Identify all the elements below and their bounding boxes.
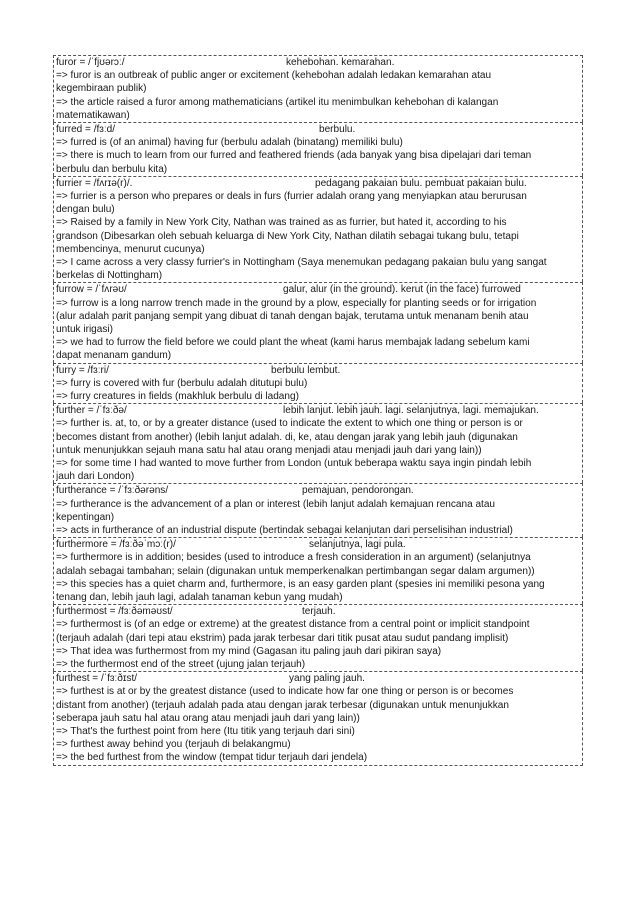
entry-header <box>56 283 580 296</box>
dictionary-page <box>53 55 583 766</box>
headword: furthermore = /fɜːðəˈmɔː(r)/ <box>56 539 176 551</box>
example-line: berkelas di Nottingham) <box>56 270 163 282</box>
headword: furred = /fɜːd/ <box>56 124 116 135</box>
example-line: kegembiraan publik) <box>56 83 147 95</box>
example-line: => furrier is a person who prepares or deals in furs (furrier adalah orang yang menyiapkan atau berurusan <box>56 190 527 202</box>
entry-further <box>53 403 583 483</box>
example-line: => furtherance is the advancement of a plan or interest (lebih lanjut adalah kemajuan rencana atau <box>56 498 495 510</box>
entry-header <box>56 364 580 377</box>
example-line: tenang dan, lebih jauh lagi, adalah tanaman kebun yang mudah) <box>56 592 343 603</box>
example-line: => furred is (of an animal) having fur (berbulu adalah (binatang) memiliki bulu) <box>56 137 403 149</box>
example-line: dapat menanam gandum) <box>56 350 172 362</box>
headword: furtherance = /ˈfɜːðərəns/ <box>56 485 169 497</box>
entry-furthest <box>53 671 583 765</box>
headword: furthest = /ˈfɜːðɪst/ <box>56 673 138 685</box>
entry-header <box>56 538 580 551</box>
entry-header <box>56 605 580 618</box>
example-line: => acts in furtherance of an industrial dispute (bertindak sebagai kelanjutan dari perselisihan industrial) <box>56 525 513 536</box>
example-line: => the bed furthest from the window (tempat tidur terjauh dari jendela) <box>56 752 368 764</box>
example-line: => the article raised a furor among mathematicians (artikel itu menimbulkan kehebohan di kalangan <box>56 96 499 108</box>
entry-header <box>56 56 580 69</box>
translation: pedagang pakaian bulu. pembuat pakaian bulu. <box>315 177 527 189</box>
example-line: => there is much to learn from our furred and feathered friends (ada banyak yang bisa dipelajari dari teman <box>56 150 532 162</box>
entry-furtherance <box>53 483 583 537</box>
example-line: (alur adalah parit panjang sempit yang dibuat di tanah dengan bajak, terutama untuk menanam benih atau <box>56 310 529 322</box>
example-line: => That idea was furthermost from my mind (Gagasan itu paling jauh dari pikiran saya) <box>56 645 442 657</box>
translation: galur, alur (in the ground). kerut (in the face) furrowed <box>283 284 521 296</box>
translation: lebih lanjut. lebih jauh. lagi. selanjutnya, lagi. memajukan. <box>283 405 539 417</box>
example-line: untuk menunjukkan sejauh mana satu hal atau orang menjadi atau menjadi jauh dari yang lain)) <box>56 444 482 456</box>
example-line: => further is. at, to, or by a greater distance (used to indicate the extent to which one thing or person is or <box>56 418 523 430</box>
example-line: => I came across a very classy furrier's in Nottingham (Saya menemukan pedagang pakaian bulu yang sangat <box>56 257 547 268</box>
example-line: => for some time I had wanted to move further from London (untuk beberapa waktu saya ingin pindah lebih <box>56 458 532 469</box>
entry-header <box>56 123 580 136</box>
entry-furthermost <box>53 604 583 671</box>
entry-header <box>56 484 580 497</box>
example-line: membencinya, menurut cucunya) <box>56 243 205 255</box>
translation: kehebohan. kemarahan. <box>286 57 395 68</box>
example-line: => furry is covered with fur (berbulu adalah ditutupi bulu) <box>56 377 308 389</box>
example-line: => That's the furthest point from here (Itu titik yang terjauh dari sini) <box>56 726 355 737</box>
example-line: berbulu dan berbulu kita) <box>56 163 168 175</box>
example-line: => this species has a quiet charm and, furthermore, is an easy garden plant (spesies ini memiliki pesona yang <box>56 578 545 590</box>
example-line: kepentingan) <box>56 511 115 523</box>
entry-furrier <box>53 176 583 283</box>
example-line: => furrow is a long narrow trench made in the ground by a plow, especially for planting seeds or for irrigation <box>56 297 537 309</box>
translation: selanjutnya, lagi pula. <box>309 539 406 551</box>
entry-header <box>56 672 580 685</box>
example-line: (terjauh adalah (dari tepi atau ekstrim) pada jarak terbesar dari titik pusat atau sudut pandang implisit) <box>56 632 509 644</box>
example-line: => furthermost is (of an edge or extreme) at the greatest distance from a central point or implicit standpoint <box>56 619 530 631</box>
headword: furrow = /ˈfʌrəʊ/ <box>56 284 127 296</box>
translation: terjauh. <box>302 606 336 618</box>
example-line: => furor is an outbreak of public anger or excitement (kehebohan adalah ledakan kemarahan atau <box>56 70 492 82</box>
headword: furry = /fɜːri/ <box>56 364 109 376</box>
entry-header <box>56 177 580 190</box>
headword: furthermost = /fɜːðəməʊst/ <box>56 606 173 618</box>
translation: berbulu. <box>319 124 356 135</box>
headword: furrier = /fʌrɪə(r)/. <box>56 177 133 189</box>
translation: yang paling jauh. <box>289 673 365 685</box>
example-line: seberapa jauh satu hal atau orang atau menjadi jauh dari yang lain)) <box>56 712 360 724</box>
example-line: untuk irigasi) <box>56 324 113 335</box>
example-line: => Raised by a family in New York City, Nathan was trained as as furrier, but hated it, according to his <box>56 217 507 229</box>
example-line: => the furthermost end of the street (ujung jalan terjauh) <box>56 659 306 670</box>
example-line: matematikawan) <box>56 109 130 121</box>
example-line: => furthest away behind you (terjauh di belakangmu) <box>56 739 291 751</box>
entry-furthermore <box>53 537 583 604</box>
example-line: dengan bulu) <box>56 204 115 216</box>
entry-header <box>56 404 580 417</box>
example-line: => furthermore is in addition; besides (used to introduce a fresh consideration in an argument) (selanjutnya <box>56 552 531 564</box>
example-line: adalah sebagai tambahan; selain (digunakan untuk memperkenalkan pertimbangan segar dalam argumen)) <box>56 565 535 577</box>
example-line: => furthest is at or by the greatest distance (used to indicate how far one thing or person is or becomes <box>56 686 514 698</box>
example-line: distant from another) (terjauh adalah pada atau dengan jarak terbesar (digunakan untuk menunjukkan <box>56 699 509 711</box>
entry-furry <box>53 363 583 404</box>
entry-furrow <box>53 282 583 362</box>
example-line: => furry creatures in fields (makhluk berbulu di ladang) <box>56 391 299 402</box>
example-line: jauh dari London) <box>56 471 135 483</box>
example-line: becomes distant from another) (lebih lanjut adalah. di, ke, atau dengan jarak yang lebih jauh (digunakan <box>56 431 518 443</box>
entry-furred <box>53 122 583 176</box>
entry-furor <box>53 55 583 122</box>
headword: furor = /ˈfjʊərɔː/ <box>56 57 125 68</box>
example-line: => we had to furrow the field before we could plant the wheat (kami harus membajak ladang sebelum kami <box>56 337 530 349</box>
translation: pemajuan, pendorongan. <box>302 485 414 497</box>
headword: further = /ˈfɜːðə/ <box>56 405 127 417</box>
example-line: grandson (Dibesarkan oleh sebuah keluarga di New York City, Nathan dilatih sebagai tukang bulu, tetapi <box>56 230 519 242</box>
translation: berbulu lembut. <box>271 364 341 376</box>
